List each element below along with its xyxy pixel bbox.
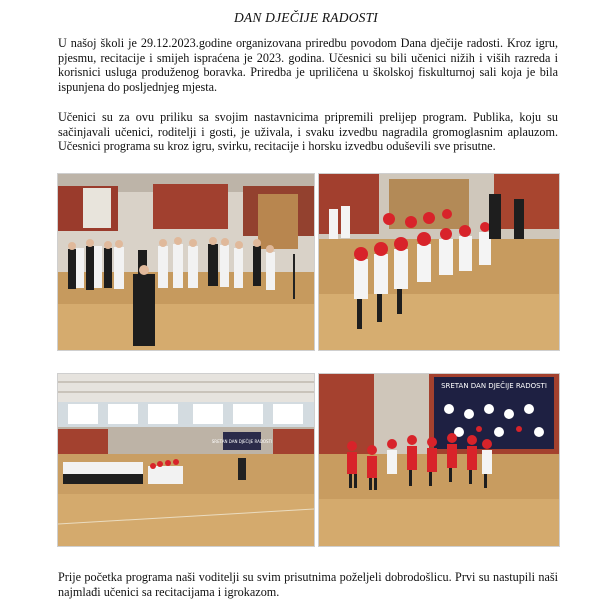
photo-banner-performance <box>318 373 560 547</box>
banner-text-small: SRETAN DAN DJEČIJE RADOSTI <box>211 439 273 444</box>
paragraph-intro: U našoj školi je 29.12.2023.godine organizovana priredbu povodom Dana dječije radosti. Kroz igru, pjesmu, recitacije i smijeh ispraćena je 2023. godina. Učesnici su bili učenici nižih i viših razreda i korisnici usluga produženog boravka. Priredba je upriličena u školskoj fiskulturnoj sali koja je bila ispunjena do posljednjeg mjesta. <box>58 36 558 94</box>
photo-dance-santa-hats <box>318 173 560 351</box>
photo-gym-wide <box>57 373 315 547</box>
paragraph-program: Učenici su za ovu priliku sa svojim nastavnicima pripremili prelijep program. Publika, koju su sačinjavali učenici, roditelji i gosti, je uživala, i svaku izvedbu nagradila gromoglasnim aplauzom. Učesnici programa su kroz igru, svirku, recitacije i horsku izvedbu oduševili sve prisutne. <box>58 110 558 153</box>
photo-choir <box>57 173 315 351</box>
paragraph-start: Prije početka programa naši voditelji su svim prisutnima poželjeli dobrodošlicu. Prvi su nastupili naši najmlađi učenici sa recitacijama i igrokazom. <box>58 570 558 599</box>
document-title: DAN DJEČIJE RADOSTI <box>233 10 379 25</box>
banner-text: SRETAN DAN DJEČIJE RADOSTI <box>441 382 547 390</box>
